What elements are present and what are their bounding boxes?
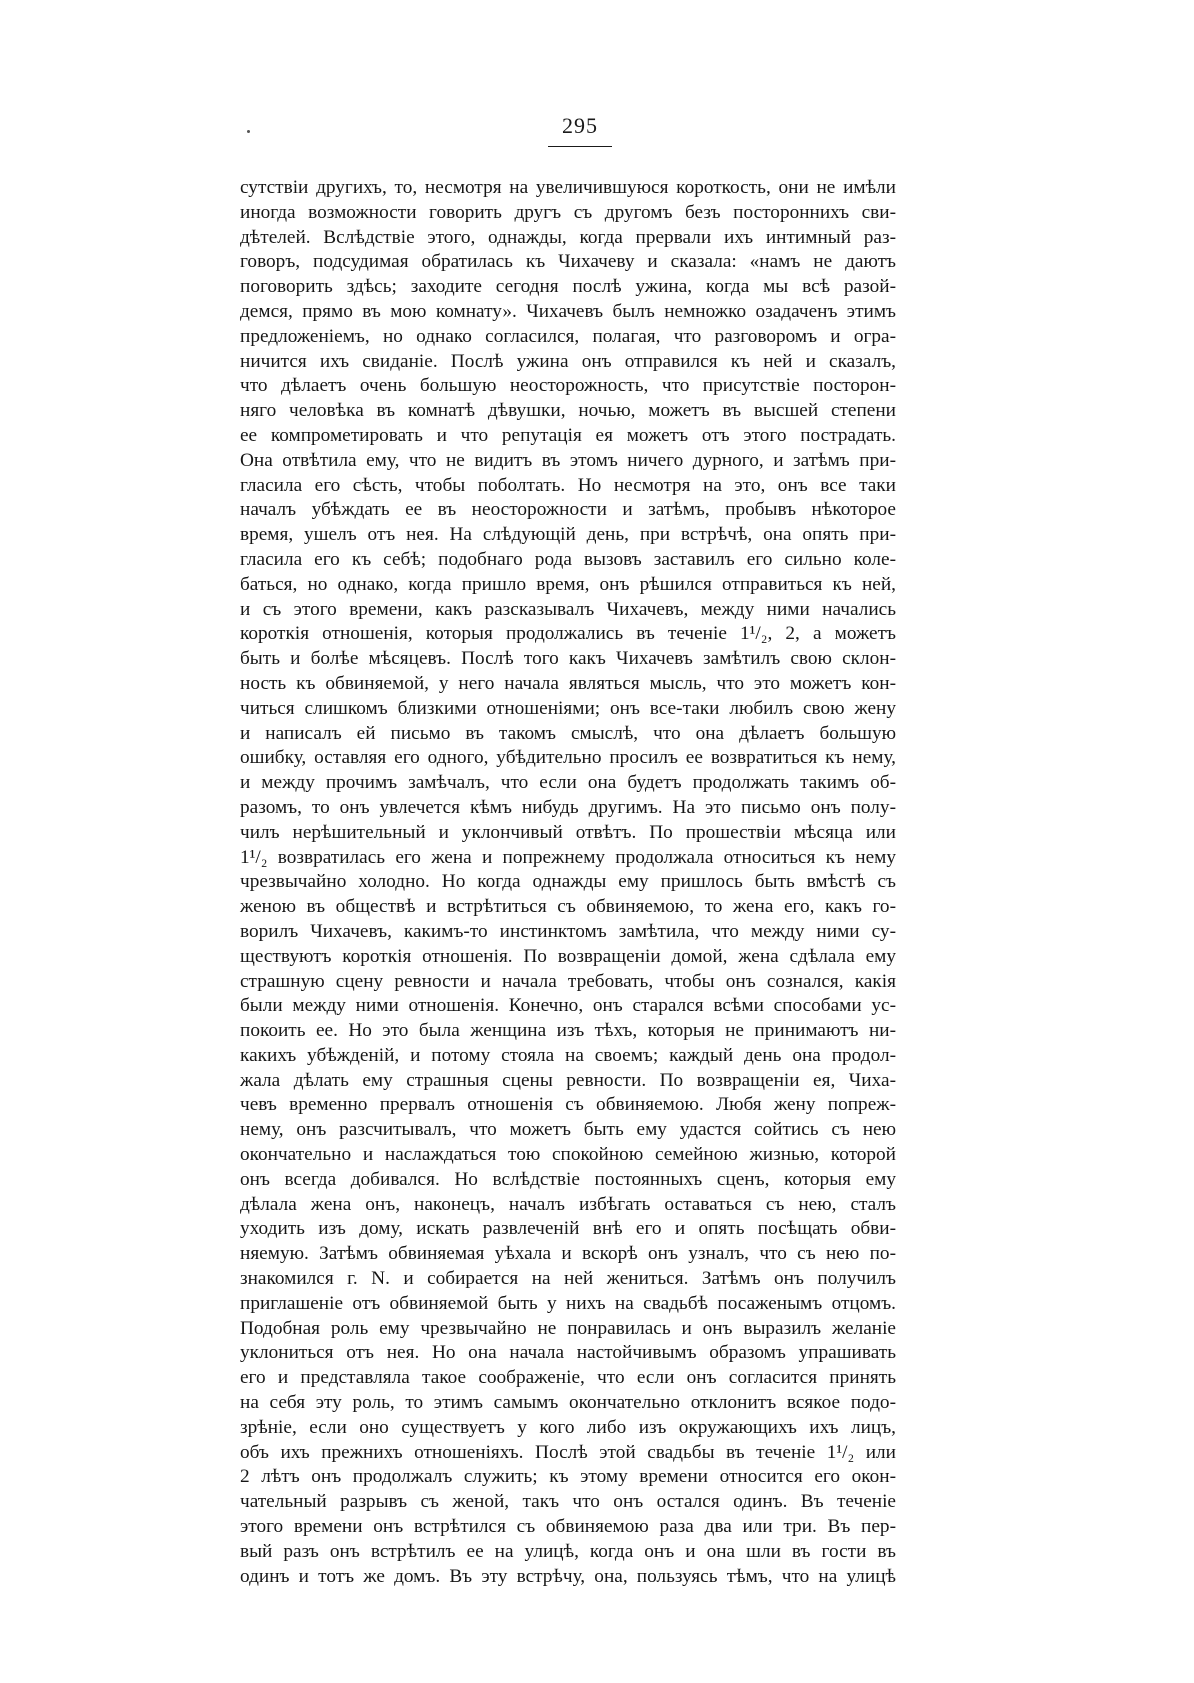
text-line: одинъ и тотъ же домъ. Въ эту встрѣчу, она, пользуясь тѣмъ, что на улицѣ [240,1565,896,1587]
text-line: дѣтелей. Вслѣдствiе этого, однажды, когда прервали ихъ интимный раз- [240,226,896,248]
text-line: няго человѣка въ комнатѣ дѣвушки, ночью, можетъ въ высшей степени [240,400,896,422]
text-line: поговорить здѣсь; заходите сегодня послѣ ужина, когда мы всѣ разой- [240,276,896,298]
text-line: нему, онъ разсчитывалъ, что можетъ быть ему удастся сойтись съ нею [240,1119,896,1141]
text-line: ее компрометировать и что репутацiя ея можетъ отъ этого пострадать. [240,424,896,446]
text-line: покоить ее. Но это была женщина изъ тѣхъ, которыя не принимаютъ ни- [240,1020,896,1042]
text-line: и между прочимъ замѣчалъ, что если она будетъ продолжать такимъ об- [240,772,896,794]
text-line: уходить изъ дому, искать развлеченiй внѣ его и опять посѣщать обви- [240,1218,896,1240]
text-line: быть и болѣе мѣсяцевъ. Послѣ того какъ Чихачевъ замѣтилъ свою склон- [240,648,896,670]
text-line: приглашенiе отъ обвиняемой быть у нихъ на свадьбѣ посаженымъ отцомъ. [240,1292,896,1314]
text-line: какихъ убѣжденiй, и потому стояла на своемъ; каждый день она продол- [240,1044,896,1066]
text-line: гласила его къ себѣ; подобнаго рода вызовъ заставилъ его сильно коле- [240,548,896,570]
text-line: чилъ нерѣшительный и уклончивый отвѣтъ. По прошествiи мѣсяца или [240,821,896,843]
text-line: няемую. Затѣмъ обвиняемая уѣхала и вскорѣ онъ узналъ, что съ нею по- [240,1243,896,1265]
text-line: дѣлала жена онъ, наконецъ, началъ избѣгать оставаться съ нею, сталъ [240,1193,896,1215]
text-line: разомъ, то онъ увлечется кѣмъ нибудь другимъ. На это письмо онъ полу- [240,796,896,818]
text-line: этого времени онъ встрѣтился съ обвиняемою раза два или три. Въ пер- [240,1516,896,1538]
page-number: 295 [562,113,598,138]
text-line: 1¹/₂ возвратилась его жена и попрежнему продолжала относиться къ нему [240,846,896,868]
text-line: предложенiемъ, но однако согласился, полагая, что разговоромъ и огра- [240,325,896,347]
text-line: ность къ обвиняемой, у него начала являться мысль, что это можетъ кон- [240,672,896,694]
text-line: говоръ, подсудимая обратилась къ Чихачеву и сказала: «намъ не даютъ [240,251,896,273]
text-line: женою въ обществѣ и встрѣтиться съ обвиняемою, то жена его, какъ го- [240,896,896,918]
text-line: демся, прямо въ мою комнату». Чихачевъ былъ немножко озадаченъ этимъ [240,300,896,322]
text-line: страшную сцену ревности и начала требовать, чтобы онъ сознался, какiя [240,970,896,992]
text-line: окончательно и наслаждаться тою спокойною семейною жизнью, которой [240,1144,896,1166]
text-line: Подобная роль ему чрезвычайно не понравилась и онъ выразилъ желанiе [240,1317,896,1339]
body-text [240,176,896,1589]
text-line: вый разъ онъ встрѣтилъ ее на улицѣ, когда онъ и она шли въ гости въ [240,1540,896,1562]
text-line: ворилъ Чихачевъ, какимъ-то инстинктомъ замѣтила, что между ними су- [240,920,896,942]
text-line: Она отвѣтила ему, что не видитъ въ этомъ ничего дурного, и затѣмъ при- [240,449,896,471]
text-line: читься слишкомъ близкими отношенiями; онъ все-таки любилъ свою жену [240,697,896,719]
text-line: ничится ихъ свиданiе. Послѣ ужина онъ отправился къ ней и сказалъ, [240,350,896,372]
text-line: его и представляла такое соображенiе, что если онъ согласится принять [240,1367,896,1389]
text-line: ществуютъ короткiя отношенiя. По возвращенiи домой, жена сдѣлала ему [240,945,896,967]
scan-speck [247,130,250,133]
text-line: и съ этого времени, какъ разсказывалъ Чихачевъ, между ними начались [240,598,896,620]
text-line: объ ихъ прежнихъ отношенiяхъ. Послѣ этой свадьбы въ теченiе 1¹/₂ или [240,1441,896,1463]
text-line: сутствiи другихъ, то, несмотря на увеличившуюся короткость, они не имѣли [240,177,896,198]
text-line: время, ушелъ отъ нея. На слѣдующiй день, при встрѣчѣ, она опять при- [240,524,896,546]
text-line: чрезвычайно холодно. Но когда однажды ему пришлось быть вмѣстѣ съ [240,871,896,893]
text-line: что дѣлаетъ очень большую неосторожность, что присутствiе посторон- [240,375,896,397]
text-line: началъ убѣждать ее въ неосторожности и затѣмъ, пробывъ нѣкоторое [240,499,896,521]
text-line: уклониться отъ нея. Но она начала настойчивымъ образомъ упрашивать [240,1342,896,1364]
text-line: иногда возможности говорить другъ съ другомъ безъ постороннихъ сви- [240,201,896,223]
text-line: чевъ временно прервалъ отношенiя съ обвиняемою. Любя жену попреж- [240,1094,896,1116]
text-line: чательный разрывъ съ женой, такъ что онъ остался одинъ. Въ теченiе [240,1491,896,1513]
text-line: гласила его сѣсть, чтобы поболтать. Но несмотря на это, онъ все таки [240,474,896,496]
text-line: знакомился г. N. и собирается на ней жениться. Затѣмъ онъ получилъ [240,1268,896,1290]
text-line: на себя эту роль, то этимъ самымъ окончательно отклонитъ всякое подо- [240,1392,896,1414]
text-line: были между ними отношенiя. Конечно, онъ старался всѣми способами ус- [240,995,896,1017]
text-line: и написалъ ей письмо въ такомъ смыслѣ, что она дѣлаетъ большую [240,722,896,744]
text-line: зрѣнiе, если оно существуетъ у кого либо изъ окружающихъ ихъ лицъ, [240,1416,896,1438]
text-line: жала дѣлать ему страшныя сцены ревности. По возвращенiи ея, Чиха- [240,1069,896,1091]
page-number-rule [548,146,612,147]
text-line: короткiя отношенiя, которыя продолжались въ теченiе 1¹/₂, 2, а можетъ [240,623,896,645]
text-line: онъ всегда добивался. Но вслѣдствiе постоянныхъ сценъ, которыя ему [240,1168,896,1190]
text-line: ошибку, оставляя его одного, убѣдительно просилъ ее возвратиться къ нему, [240,747,896,769]
text-line: баться, но однако, когда пришло время, онъ рѣшился отправиться къ ней, [240,573,896,595]
text-line: 2 лѣтъ онъ продолжалъ служить; къ этому времени относится его окон- [240,1466,896,1488]
